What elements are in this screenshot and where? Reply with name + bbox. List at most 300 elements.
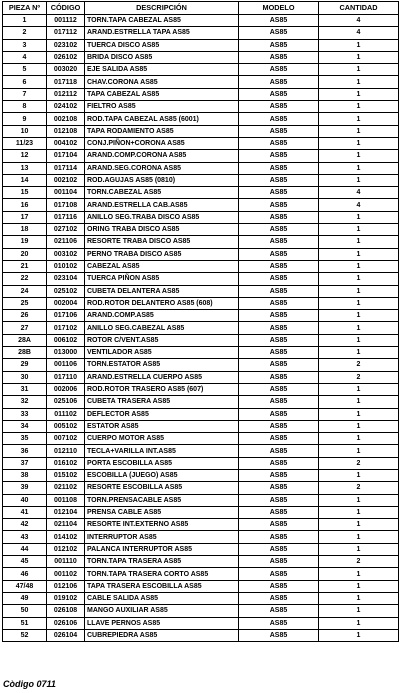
table-row	[3, 51, 399, 63]
cantidad-cell: 1	[319, 445, 399, 457]
pieza-cell: 34	[3, 420, 47, 432]
descripcion-cell: VENTILADOR AS85	[85, 347, 239, 359]
table-row	[3, 445, 399, 457]
cantidad-cell: 1	[319, 101, 399, 113]
cantidad-cell: 1	[319, 260, 399, 272]
modelo-cell: AS85	[239, 260, 319, 272]
pieza-cell: 25	[3, 297, 47, 309]
cantidad-cell: 1	[319, 347, 399, 359]
modelo-cell: AS85	[239, 396, 319, 408]
codigo-cell: 017114	[47, 162, 85, 174]
table-row	[3, 617, 399, 629]
descripcion-cell: INTERRUPTOR AS85	[85, 531, 239, 543]
table-row	[3, 556, 399, 568]
modelo-cell: AS85	[239, 162, 319, 174]
codigo-cell: 021104	[47, 519, 85, 531]
modelo-cell: AS85	[239, 433, 319, 445]
cantidad-cell: 1	[319, 248, 399, 260]
pieza-cell: 37	[3, 457, 47, 469]
codigo-cell: 017116	[47, 211, 85, 223]
modelo-cell: AS85	[239, 334, 319, 346]
header-modelo: MODELO	[239, 2, 319, 15]
cantidad-cell: 1	[319, 174, 399, 186]
codigo-cell: 023102	[47, 39, 85, 51]
table-row	[3, 396, 399, 408]
codigo-cell: 014102	[47, 531, 85, 543]
descripcion-cell: RESORTE INT.EXTERNO AS85	[85, 519, 239, 531]
modelo-cell: AS85	[239, 482, 319, 494]
pieza-cell: 47/48	[3, 580, 47, 592]
table-row	[3, 76, 399, 88]
pieza-cell: 45	[3, 556, 47, 568]
codigo-cell: 001106	[47, 359, 85, 371]
pieza-cell: 38	[3, 469, 47, 481]
descripcion-cell: ROTOR C/VENT.AS85	[85, 334, 239, 346]
table-row	[3, 88, 399, 100]
cantidad-cell: 1	[319, 420, 399, 432]
codigo-cell: 001102	[47, 568, 85, 580]
descripcion-cell: TORN.TAPA TRASERA AS85	[85, 556, 239, 568]
cantidad-cell: 2	[319, 482, 399, 494]
descripcion-cell: PORTA ESCOBILLA AS85	[85, 457, 239, 469]
cantidad-cell: 1	[319, 543, 399, 555]
table-row	[3, 371, 399, 383]
cantidad-cell: 1	[319, 506, 399, 518]
modelo-cell: AS85	[239, 457, 319, 469]
descripcion-cell: CUBETA DELANTERA AS85	[85, 285, 239, 297]
modelo-cell: AS85	[239, 39, 319, 51]
codigo-cell: 017104	[47, 150, 85, 162]
pieza-cell: 35	[3, 433, 47, 445]
cantidad-cell: 1	[319, 605, 399, 617]
pieza-cell: 15	[3, 187, 47, 199]
descripcion-cell: TORN.CABEZAL AS85	[85, 187, 239, 199]
cantidad-cell: 1	[319, 39, 399, 51]
document-code: Còdigo 0711	[3, 679, 56, 689]
table-row	[3, 482, 399, 494]
pieza-cell: 33	[3, 408, 47, 420]
pieza-cell: 18	[3, 224, 47, 236]
modelo-cell: AS85	[239, 580, 319, 592]
pieza-cell: 12	[3, 150, 47, 162]
table-row	[3, 199, 399, 211]
codigo-cell: 021102	[47, 482, 85, 494]
table-row	[3, 137, 399, 149]
pieza-cell: 3	[3, 39, 47, 51]
codigo-cell: 025102	[47, 285, 85, 297]
codigo-cell: 019102	[47, 592, 85, 604]
table-row	[3, 469, 399, 481]
cantidad-cell: 1	[319, 150, 399, 162]
cantidad-cell: 1	[319, 297, 399, 309]
codigo-cell: 012108	[47, 125, 85, 137]
descripcion-cell: PERNO TRABA DISCO AS85	[85, 248, 239, 260]
header-cantidad: CANTIDAD	[319, 2, 399, 15]
cantidad-cell: 1	[319, 88, 399, 100]
header-row	[3, 2, 399, 15]
codigo-cell: 002006	[47, 383, 85, 395]
parts-table-header	[3, 2, 399, 15]
modelo-cell: AS85	[239, 15, 319, 27]
modelo-cell: AS85	[239, 27, 319, 39]
cantidad-cell: 1	[319, 469, 399, 481]
modelo-cell: AS85	[239, 248, 319, 260]
modelo-cell: AS85	[239, 101, 319, 113]
descripcion-cell: ROD.TAPA CABEZAL AS85 (6001)	[85, 113, 239, 125]
codigo-cell: 017106	[47, 310, 85, 322]
modelo-cell: AS85	[239, 174, 319, 186]
table-row	[3, 248, 399, 260]
descripcion-cell: ANILLO SEG.CABEZAL AS85	[85, 322, 239, 334]
codigo-cell: 017118	[47, 76, 85, 88]
pieza-cell: 28B	[3, 347, 47, 359]
descripcion-cell: ARAND.ESTRELLA CAB.AS85	[85, 199, 239, 211]
cantidad-cell: 1	[319, 494, 399, 506]
table-row	[3, 236, 399, 248]
pieza-cell: 42	[3, 519, 47, 531]
pieza-cell: 8	[3, 101, 47, 113]
table-row	[3, 359, 399, 371]
modelo-cell: AS85	[239, 187, 319, 199]
cantidad-cell: 4	[319, 15, 399, 27]
modelo-cell: AS85	[239, 199, 319, 211]
table-row	[3, 113, 399, 125]
pieza-cell: 13	[3, 162, 47, 174]
cantidad-cell: 2	[319, 371, 399, 383]
descripcion-cell: TAPA TRASERA ESCOBILLA AS85	[85, 580, 239, 592]
table-row	[3, 64, 399, 76]
table-row	[3, 101, 399, 113]
cantidad-cell: 1	[319, 310, 399, 322]
descripcion-cell: ROD.ROTOR DELANTERO AS85 (608)	[85, 297, 239, 309]
table-row	[3, 273, 399, 285]
descripcion-cell: ARAND.SEG.CORONA AS85	[85, 162, 239, 174]
descripcion-cell: DEFLECTOR AS85	[85, 408, 239, 420]
table-row	[3, 531, 399, 543]
codigo-cell: 001104	[47, 187, 85, 199]
table-row	[3, 605, 399, 617]
pieza-cell: 52	[3, 629, 47, 641]
descripcion-cell: TUERCA DISCO AS85	[85, 39, 239, 51]
modelo-cell: AS85	[239, 506, 319, 518]
modelo-cell: AS85	[239, 224, 319, 236]
codigo-cell: 003020	[47, 64, 85, 76]
table-row	[3, 568, 399, 580]
pieza-cell: 40	[3, 494, 47, 506]
pieza-cell: 10	[3, 125, 47, 137]
descripcion-cell: LLAVE PERNOS AS85	[85, 617, 239, 629]
table-row	[3, 39, 399, 51]
modelo-cell: AS85	[239, 383, 319, 395]
pieza-cell: 29	[3, 359, 47, 371]
pieza-cell: 5	[3, 64, 47, 76]
table-row	[3, 334, 399, 346]
codigo-cell: 001112	[47, 15, 85, 27]
modelo-cell: AS85	[239, 617, 319, 629]
modelo-cell: AS85	[239, 236, 319, 248]
table-row	[3, 506, 399, 518]
modelo-cell: AS85	[239, 211, 319, 223]
cantidad-cell: 1	[319, 617, 399, 629]
pieza-cell: 16	[3, 199, 47, 211]
codigo-cell: 025106	[47, 396, 85, 408]
cantidad-cell: 1	[319, 396, 399, 408]
table-row	[3, 162, 399, 174]
table-row	[3, 592, 399, 604]
pieza-cell: 19	[3, 236, 47, 248]
codigo-cell: 010102	[47, 260, 85, 272]
cantidad-cell: 2	[319, 359, 399, 371]
descripcion-cell: TAPA RODAMIENTO AS85	[85, 125, 239, 137]
modelo-cell: AS85	[239, 371, 319, 383]
pieza-cell: 14	[3, 174, 47, 186]
modelo-cell: AS85	[239, 137, 319, 149]
pieza-cell: 24	[3, 285, 47, 297]
codigo-cell: 012104	[47, 506, 85, 518]
descripcion-cell: ARAND.COMP.AS85	[85, 310, 239, 322]
codigo-cell: 013000	[47, 347, 85, 359]
codigo-cell: 012112	[47, 88, 85, 100]
table-row	[3, 224, 399, 236]
descripcion-cell: ARAND.ESTRELLA TAPA AS85	[85, 27, 239, 39]
descripcion-cell: RESORTE ESCOBILLA AS85	[85, 482, 239, 494]
table-row	[3, 15, 399, 27]
pieza-cell: 21	[3, 260, 47, 272]
descripcion-cell: ANILLO SEG.TRABA DISCO AS85	[85, 211, 239, 223]
pieza-cell: 2	[3, 27, 47, 39]
table-row	[3, 383, 399, 395]
descripcion-cell: ESCOBILLA (JUEGO) AS85	[85, 469, 239, 481]
pieza-cell: 6	[3, 76, 47, 88]
codigo-cell: 021106	[47, 236, 85, 248]
descripcion-cell: MANGO AUXILIAR AS85	[85, 605, 239, 617]
cantidad-cell: 1	[319, 334, 399, 346]
codigo-cell: 012110	[47, 445, 85, 457]
descripcion-cell: FIELTRO AS85	[85, 101, 239, 113]
pieza-cell: 39	[3, 482, 47, 494]
pieza-cell: 22	[3, 273, 47, 285]
codigo-cell: 004102	[47, 137, 85, 149]
table-row	[3, 260, 399, 272]
descripcion-cell: CABEZAL AS85	[85, 260, 239, 272]
cantidad-cell: 1	[319, 433, 399, 445]
pieza-cell: 28A	[3, 334, 47, 346]
modelo-cell: AS85	[239, 322, 319, 334]
table-row	[3, 494, 399, 506]
pieza-cell: 41	[3, 506, 47, 518]
cantidad-cell: 1	[319, 64, 399, 76]
modelo-cell: AS85	[239, 273, 319, 285]
table-row	[3, 347, 399, 359]
codigo-cell: 027102	[47, 224, 85, 236]
cantidad-cell: 1	[319, 531, 399, 543]
cantidad-cell: 1	[319, 113, 399, 125]
modelo-cell: AS85	[239, 519, 319, 531]
descripcion-cell: CUBETA TRASERA AS85	[85, 396, 239, 408]
table-row	[3, 187, 399, 199]
codigo-cell: 002004	[47, 297, 85, 309]
table-row	[3, 580, 399, 592]
pieza-cell: 43	[3, 531, 47, 543]
descripcion-cell: TORN.PRENSACABLE AS85	[85, 494, 239, 506]
descripcion-cell: TUERCA PIÑON AS85	[85, 273, 239, 285]
descripcion-cell: EJE SALIDA AS85	[85, 64, 239, 76]
modelo-cell: AS85	[239, 297, 319, 309]
pieza-cell: 30	[3, 371, 47, 383]
header-descripcion: DESCRIPCIÓN	[85, 2, 239, 15]
table-row	[3, 285, 399, 297]
cantidad-cell: 4	[319, 187, 399, 199]
codigo-cell: 015102	[47, 469, 85, 481]
modelo-cell: AS85	[239, 64, 319, 76]
pieza-cell: 26	[3, 310, 47, 322]
descripcion-cell: TECLA+VARILLA INT.AS85	[85, 445, 239, 457]
cantidad-cell: 1	[319, 568, 399, 580]
descripcion-cell: TORN.TAPA TRASERA CORTO AS85	[85, 568, 239, 580]
modelo-cell: AS85	[239, 568, 319, 580]
descripcion-cell: CUERPO MOTOR AS85	[85, 433, 239, 445]
descripcion-cell: PRENSA CABLE AS85	[85, 506, 239, 518]
pieza-cell: 46	[3, 568, 47, 580]
cantidad-cell: 1	[319, 629, 399, 641]
table-row	[3, 519, 399, 531]
codigo-cell: 017108	[47, 199, 85, 211]
descripcion-cell: CUBREPIEDRA AS85	[85, 629, 239, 641]
cantidad-cell: 1	[319, 519, 399, 531]
modelo-cell: AS85	[239, 445, 319, 457]
pieza-cell: 4	[3, 51, 47, 63]
modelo-cell: AS85	[239, 113, 319, 125]
modelo-cell: AS85	[239, 420, 319, 432]
pieza-cell: 51	[3, 617, 47, 629]
descripcion-cell: CONJ.PIÑON+CORONA AS85	[85, 137, 239, 149]
cantidad-cell: 4	[319, 199, 399, 211]
modelo-cell: AS85	[239, 629, 319, 641]
codigo-cell: 017110	[47, 371, 85, 383]
modelo-cell: AS85	[239, 51, 319, 63]
header-pieza: PIEZA Nº	[3, 2, 47, 15]
table-row	[3, 297, 399, 309]
pieza-cell: 9	[3, 113, 47, 125]
pieza-cell: 7	[3, 88, 47, 100]
modelo-cell: AS85	[239, 592, 319, 604]
pieza-cell: 44	[3, 543, 47, 555]
codigo-cell: 002102	[47, 174, 85, 186]
cantidad-cell: 1	[319, 408, 399, 420]
cantidad-cell: 1	[319, 211, 399, 223]
pieza-cell: 32	[3, 396, 47, 408]
modelo-cell: AS85	[239, 76, 319, 88]
table-row	[3, 150, 399, 162]
parts-table-body	[3, 15, 399, 642]
codigo-cell: 011102	[47, 408, 85, 420]
table-row	[3, 322, 399, 334]
pieza-cell: 20	[3, 248, 47, 260]
codigo-cell: 001110	[47, 556, 85, 568]
pieza-cell: 1	[3, 15, 47, 27]
descripcion-cell: TAPA CABEZAL AS85	[85, 88, 239, 100]
table-row	[3, 211, 399, 223]
cantidad-cell: 1	[319, 383, 399, 395]
cantidad-cell: 1	[319, 137, 399, 149]
descripcion-cell: CHAV.CORONA AS85	[85, 76, 239, 88]
modelo-cell: AS85	[239, 88, 319, 100]
codigo-cell: 016102	[47, 457, 85, 469]
codigo-cell: 026104	[47, 629, 85, 641]
descripcion-cell: ORING TRABA DISCO AS85	[85, 224, 239, 236]
cantidad-cell: 1	[319, 51, 399, 63]
cantidad-cell: 2	[319, 457, 399, 469]
modelo-cell: AS85	[239, 285, 319, 297]
modelo-cell: AS85	[239, 543, 319, 555]
codigo-cell: 007102	[47, 433, 85, 445]
cantidad-cell: 4	[319, 27, 399, 39]
modelo-cell: AS85	[239, 494, 319, 506]
modelo-cell: AS85	[239, 605, 319, 617]
codigo-cell: 023104	[47, 273, 85, 285]
descripcion-cell: PALANCA INTERRUPTOR AS85	[85, 543, 239, 555]
table-row	[3, 420, 399, 432]
codigo-cell: 012106	[47, 580, 85, 592]
pieza-cell: 17	[3, 211, 47, 223]
codigo-cell: 026108	[47, 605, 85, 617]
descripcion-cell: CABLE SALIDA AS85	[85, 592, 239, 604]
codigo-cell: 017102	[47, 322, 85, 334]
cantidad-cell: 1	[319, 273, 399, 285]
descripcion-cell: TORN.TAPA CABEZAL AS85	[85, 15, 239, 27]
header-codigo: CÓDIGO	[47, 2, 85, 15]
cantidad-cell: 1	[319, 125, 399, 137]
cantidad-cell: 1	[319, 162, 399, 174]
descripcion-cell: ESTATOR AS85	[85, 420, 239, 432]
table-row	[3, 310, 399, 322]
table-row	[3, 543, 399, 555]
descripcion-cell: RESORTE TRABA DISCO AS85	[85, 236, 239, 248]
pieza-cell: 27	[3, 322, 47, 334]
modelo-cell: AS85	[239, 347, 319, 359]
table-row	[3, 125, 399, 137]
descripcion-cell: BRIDA DISCO AS85	[85, 51, 239, 63]
descripcion-cell: ARAND.ESTRELLA CUERPO AS85	[85, 371, 239, 383]
descripcion-cell: TORN.ESTATOR AS85	[85, 359, 239, 371]
table-row	[3, 629, 399, 641]
codigo-cell: 026106	[47, 617, 85, 629]
pieza-cell: 11/23	[3, 137, 47, 149]
cantidad-cell: 1	[319, 322, 399, 334]
table-row	[3, 433, 399, 445]
codigo-cell: 017112	[47, 27, 85, 39]
modelo-cell: AS85	[239, 310, 319, 322]
modelo-cell: AS85	[239, 469, 319, 481]
cantidad-cell: 1	[319, 285, 399, 297]
codigo-cell: 005102	[47, 420, 85, 432]
modelo-cell: AS85	[239, 408, 319, 420]
pieza-cell: 36	[3, 445, 47, 457]
descripcion-cell: ARAND.COMP.CORONA AS85	[85, 150, 239, 162]
cantidad-cell: 1	[319, 76, 399, 88]
descripcion-cell: ROD.ROTOR TRASERO AS85 (607)	[85, 383, 239, 395]
parts-table	[2, 1, 399, 642]
table-row	[3, 457, 399, 469]
table-row	[3, 27, 399, 39]
table-row	[3, 408, 399, 420]
codigo-cell: 012102	[47, 543, 85, 555]
codigo-cell: 001108	[47, 494, 85, 506]
table-row	[3, 174, 399, 186]
cantidad-cell: 2	[319, 556, 399, 568]
codigo-cell: 006102	[47, 334, 85, 346]
codigo-cell: 003102	[47, 248, 85, 260]
